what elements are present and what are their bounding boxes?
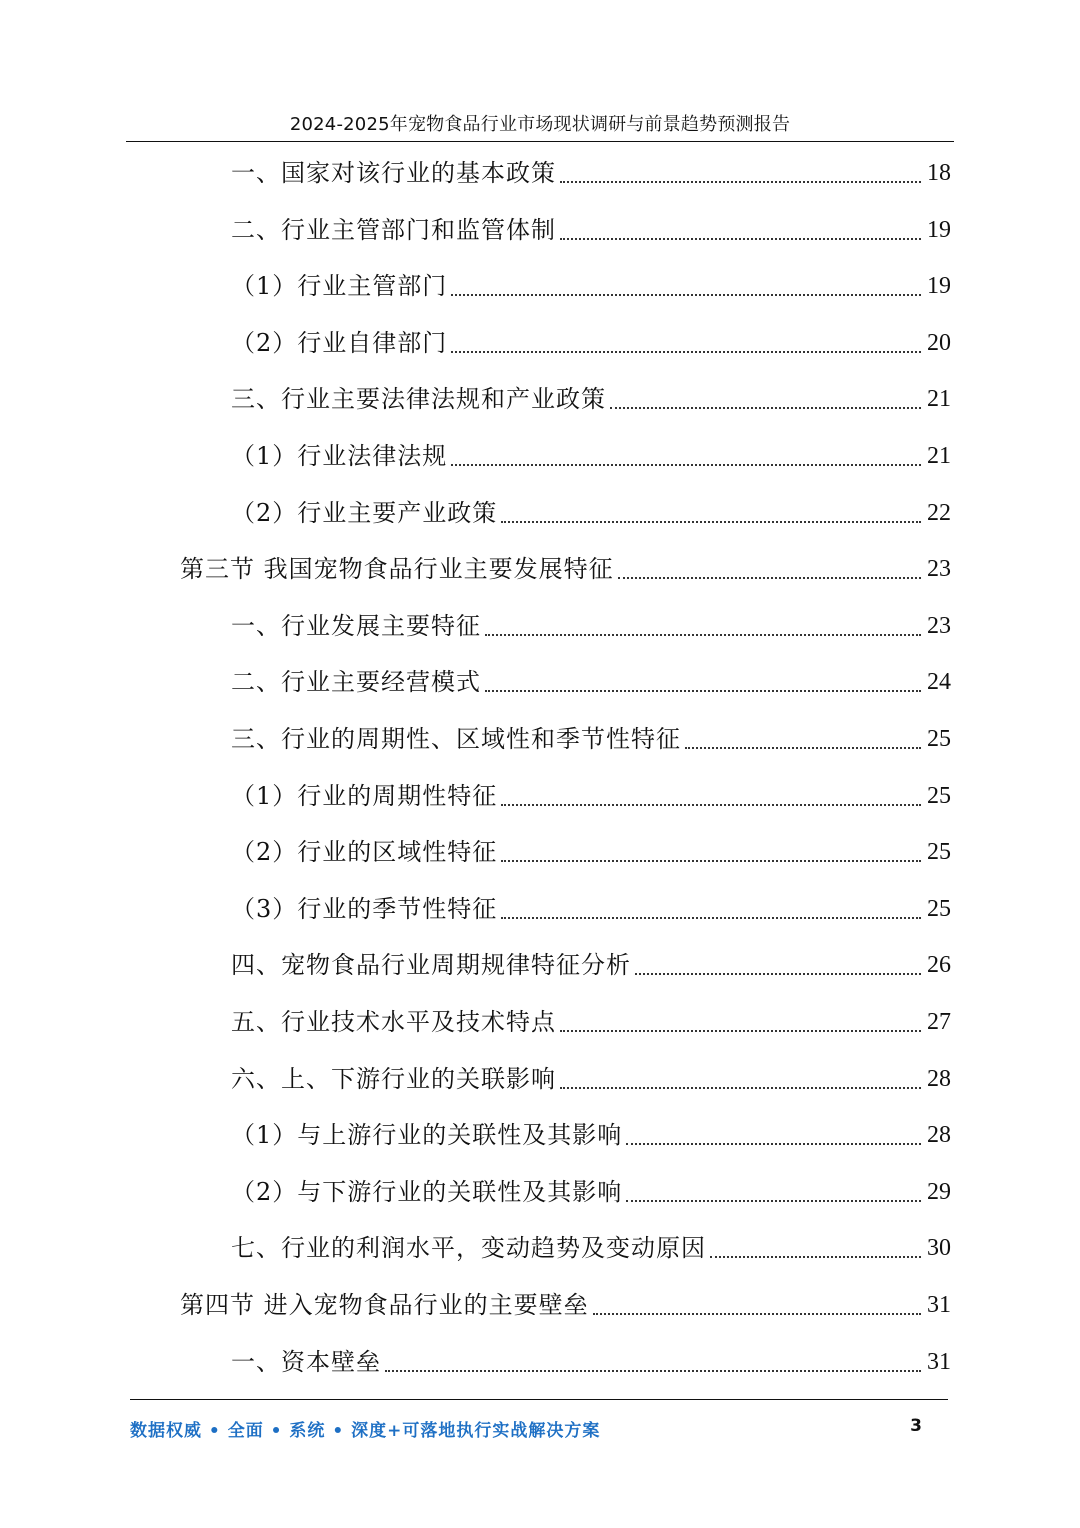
toc-entry[interactable] — [231, 937, 951, 993]
toc-dot-leader — [635, 973, 921, 975]
toc-dot-leader — [560, 1087, 921, 1089]
toc-entry-page: 25 — [927, 782, 951, 809]
toc-entry-page: 19 — [927, 273, 951, 300]
toc-dot-leader — [451, 351, 921, 353]
toc-entry-page: 20 — [927, 329, 951, 356]
toc-entry-page: 25 — [927, 726, 951, 752]
toc-entry-page: 28 — [927, 1065, 951, 1092]
toc-entry-label: 四、宠物食品行业周期规律特征分析 — [231, 951, 631, 980]
toc-dot-leader — [385, 1370, 921, 1372]
toc-entry-label: 五、行业技术水平及技术特点 — [231, 1008, 556, 1036]
toc-entry-page: 23 — [927, 612, 951, 639]
toc-entry-label: （2）与下游行业的关联性及其影响 — [231, 1177, 623, 1206]
toc-entry-page: 22 — [927, 499, 951, 526]
toc-entry-label: （1）行业的周期性特征 — [231, 781, 498, 810]
toc-entry[interactable] — [231, 598, 951, 654]
toc-entry-page: 30 — [927, 1235, 951, 1262]
toc-entry-label: 第四节 进入宠物食品行业的主要壁垒 — [180, 1291, 589, 1319]
toc-entry-page: 23 — [927, 556, 951, 583]
toc-entry[interactable] — [231, 768, 951, 824]
toc-entry[interactable] — [231, 145, 951, 201]
toc-entry[interactable] — [231, 994, 951, 1050]
toc-entry-page: 27 — [927, 1009, 951, 1035]
toc-dot-leader — [485, 634, 921, 636]
toc-entry-label: 一、资本壁垒 — [231, 1347, 381, 1376]
toc-entry[interactable] — [231, 1107, 951, 1163]
toc-dot-leader — [501, 917, 921, 919]
toc-entry-label: （3）行业的季节性特征 — [231, 894, 498, 923]
toc-entry[interactable] — [231, 1220, 951, 1276]
header-divider — [126, 141, 954, 142]
toc-entry[interactable] — [231, 824, 951, 880]
toc-entry[interactable] — [231, 485, 951, 541]
toc-entry-label: （2）行业的区域性特征 — [231, 838, 498, 867]
toc-entry-label: 一、国家对该行业的基本政策 — [231, 159, 556, 187]
toc-entry-page: 31 — [927, 1292, 951, 1318]
toc-dot-leader — [593, 1313, 921, 1315]
report-title: 2024-2025年宠物食品行业市场现状调研与前景趋势预测报告 — [289, 114, 791, 135]
page-number: 3 — [910, 1416, 922, 1436]
toc-entry-page: 21 — [927, 386, 951, 413]
toc-entry-label: 一、行业发展主要特征 — [231, 611, 481, 640]
toc-dot-leader — [501, 804, 921, 806]
toc-dot-leader — [560, 181, 921, 183]
toc-dot-leader — [710, 1256, 921, 1258]
toc-entry[interactable] — [180, 541, 951, 597]
toc-dot-leader — [610, 407, 921, 409]
toc-entry[interactable] — [231, 371, 951, 427]
toc-entry-page: 28 — [927, 1122, 951, 1149]
toc-entry[interactable] — [231, 258, 951, 314]
toc-entry[interactable] — [180, 1277, 951, 1333]
toc-entry-label: 二、行业主管部门和监管体制 — [231, 215, 556, 244]
toc-entry-label: 二、行业主要经营模式 — [231, 668, 481, 697]
toc-dot-leader — [560, 238, 921, 240]
toc-entry-page: 25 — [927, 839, 951, 866]
toc-entry[interactable] — [231, 711, 951, 767]
toc-entry-label: 三、行业主要法律法规和产业政策 — [231, 385, 606, 414]
toc-entry[interactable] — [231, 654, 951, 710]
toc-dot-leader — [685, 747, 921, 749]
toc-entry-label: 七、行业的利润水平，变动趋势及变动原因 — [231, 1234, 706, 1263]
toc-entry-page: 25 — [927, 895, 951, 922]
toc-dot-leader — [618, 577, 921, 579]
toc-dot-leader — [451, 294, 921, 296]
toc-entry-label: 三、行业的周期性、区域性和季节性特征 — [231, 725, 681, 753]
footer-divider — [130, 1399, 948, 1400]
toc-entry[interactable] — [231, 428, 951, 484]
toc-entry[interactable] — [231, 1051, 951, 1107]
toc-entry-label: 六、上、下游行业的关联影响 — [231, 1064, 556, 1093]
toc-entry-page: 21 — [927, 443, 951, 469]
toc-entry[interactable] — [231, 315, 951, 371]
toc-dot-leader — [501, 860, 921, 862]
toc-entry-page: 31 — [927, 1348, 951, 1375]
toc-entry-label: 第三节 我国宠物食品行业主要发展特征 — [180, 555, 614, 584]
toc-entry-page: 19 — [927, 216, 951, 243]
toc-dot-leader — [560, 1030, 921, 1032]
toc-dot-leader — [626, 1143, 921, 1145]
toc-entry[interactable] — [231, 1334, 951, 1390]
toc-entry-label: （2）行业主要产业政策 — [231, 498, 498, 527]
toc-entry-label: （2）行业自律部门 — [231, 328, 448, 357]
footer-slogan: 数据权威 • 全面 • 系统 • 深度+可落地执行实战解决方案 — [130, 1421, 601, 1441]
toc-entry-page: 18 — [927, 160, 951, 186]
toc-entry[interactable] — [231, 202, 951, 258]
toc-dot-leader — [451, 464, 921, 466]
toc-entry-label: （1）行业法律法规 — [231, 442, 448, 470]
toc-entry[interactable] — [231, 881, 951, 937]
toc-entry-page: 26 — [927, 952, 951, 979]
toc-entry-label: （1）与上游行业的关联性及其影响 — [231, 1121, 623, 1150]
toc-entry-page: 29 — [927, 1178, 951, 1205]
toc-entry-label: （1）行业主管部门 — [231, 272, 448, 301]
toc-entry-page: 24 — [927, 669, 951, 696]
toc-dot-leader — [485, 690, 921, 692]
toc-entry[interactable] — [231, 1164, 951, 1220]
toc-dot-leader — [501, 521, 921, 523]
toc-dot-leader — [626, 1200, 921, 1202]
